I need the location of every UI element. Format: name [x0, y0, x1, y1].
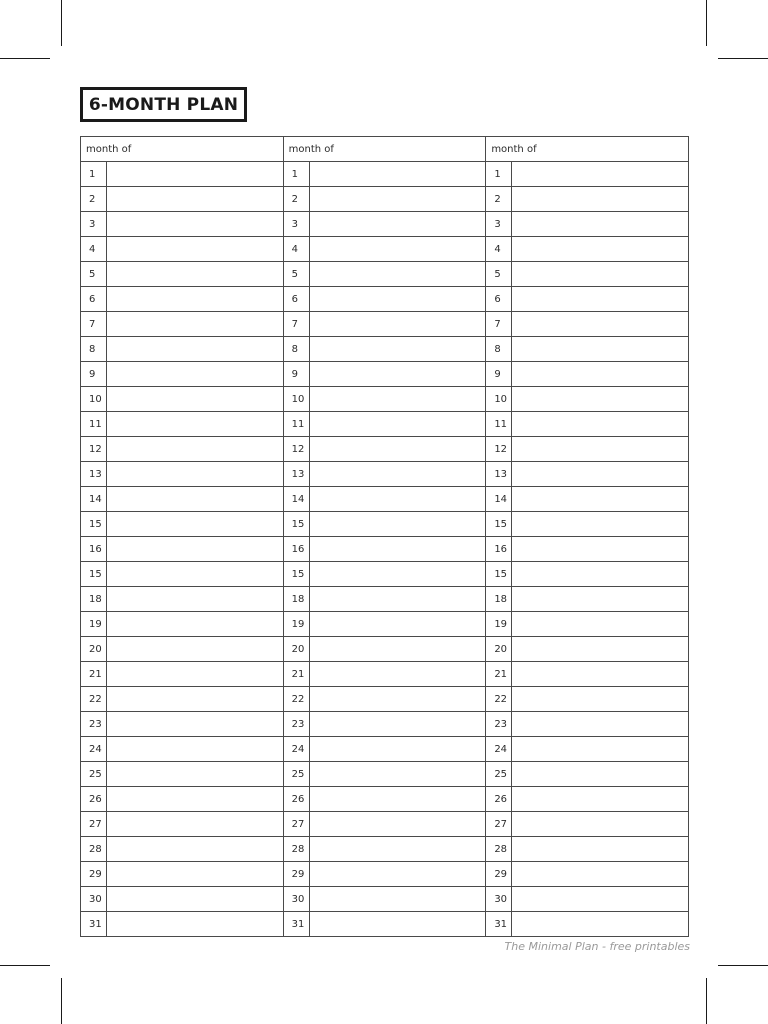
day-number: 1 — [284, 162, 310, 187]
day-number: 15 — [284, 562, 310, 587]
month-grid — [80, 136, 689, 937]
day-number: 19 — [486, 612, 512, 637]
day-number: 3 — [486, 212, 512, 237]
day-number: 10 — [284, 387, 310, 412]
day-row — [284, 487, 487, 512]
day-entry-field[interactable] — [107, 387, 284, 412]
day-number: 15 — [81, 562, 107, 587]
day-entry-field[interactable] — [107, 837, 284, 862]
day-row — [284, 412, 487, 437]
day-number: 11 — [284, 412, 310, 437]
day-row — [284, 537, 487, 562]
day-entry-field[interactable] — [107, 862, 284, 887]
day-row — [486, 912, 689, 937]
day-entry-field[interactable] — [512, 812, 689, 837]
day-entry-field[interactable] — [310, 487, 487, 512]
day-entry-field[interactable] — [310, 287, 487, 312]
day-number: 16 — [486, 537, 512, 562]
day-entry-field[interactable] — [107, 812, 284, 837]
day-entry-field[interactable] — [310, 787, 487, 812]
day-row — [81, 237, 284, 262]
day-row — [486, 387, 689, 412]
day-entry-field[interactable] — [512, 487, 689, 512]
day-entry-field[interactable] — [310, 162, 487, 187]
day-entry-field[interactable] — [512, 837, 689, 862]
day-row — [284, 912, 487, 937]
day-row — [81, 862, 284, 887]
day-row — [81, 437, 284, 462]
day-entry-field[interactable] — [310, 562, 487, 587]
day-entry-field[interactable] — [310, 587, 487, 612]
day-number: 28 — [486, 837, 512, 862]
day-number: 19 — [284, 612, 310, 637]
day-entry-field[interactable] — [512, 587, 689, 612]
day-entry-field[interactable] — [512, 562, 689, 587]
crop-mark-bottom-left-h — [0, 965, 50, 966]
day-entry-field[interactable] — [107, 662, 284, 687]
day-number: 6 — [486, 287, 512, 312]
day-entry-field[interactable] — [310, 712, 487, 737]
day-row — [486, 512, 689, 537]
day-row — [486, 237, 689, 262]
day-entry-field[interactable] — [512, 312, 689, 337]
day-row — [486, 562, 689, 587]
day-number: 5 — [486, 262, 512, 287]
day-number: 13 — [486, 462, 512, 487]
day-entry-field[interactable] — [512, 737, 689, 762]
day-row — [81, 637, 284, 662]
day-entry-field[interactable] — [107, 487, 284, 512]
day-row — [486, 337, 689, 362]
day-entry-field[interactable] — [512, 712, 689, 737]
day-number: 23 — [81, 712, 107, 737]
day-entry-field[interactable] — [310, 237, 487, 262]
day-number: 11 — [81, 412, 107, 437]
day-row — [284, 737, 487, 762]
day-number: 7 — [284, 312, 310, 337]
crop-mark-bottom-right — [706, 978, 707, 1024]
day-number: 23 — [486, 712, 512, 737]
day-number: 27 — [284, 812, 310, 837]
day-number: 2 — [284, 187, 310, 212]
day-row — [81, 537, 284, 562]
day-row — [284, 312, 487, 337]
day-number: 13 — [284, 462, 310, 487]
day-row — [284, 887, 487, 912]
month-header[interactable]: month of — [81, 137, 284, 162]
day-entry-field[interactable] — [107, 412, 284, 437]
day-entry-field[interactable] — [512, 362, 689, 387]
day-row — [81, 312, 284, 337]
day-entry-field[interactable] — [512, 237, 689, 262]
day-entry-field[interactable] — [310, 412, 487, 437]
day-entry-field[interactable] — [310, 662, 487, 687]
day-entry-field[interactable] — [107, 462, 284, 487]
day-number: 9 — [284, 362, 310, 387]
day-entry-field[interactable] — [107, 537, 284, 562]
day-row — [284, 587, 487, 612]
day-row — [486, 637, 689, 662]
day-entry-field[interactable] — [107, 612, 284, 637]
day-entry-field[interactable] — [107, 687, 284, 712]
day-row — [486, 537, 689, 562]
day-entry-field[interactable] — [512, 437, 689, 462]
day-number: 18 — [284, 587, 310, 612]
day-row — [81, 687, 284, 712]
day-row — [486, 212, 689, 237]
day-row — [81, 737, 284, 762]
day-number: 5 — [81, 262, 107, 287]
day-entry-field[interactable] — [310, 212, 487, 237]
day-number: 25 — [284, 762, 310, 787]
day-entry-field[interactable] — [310, 512, 487, 537]
day-row — [81, 462, 284, 487]
day-row — [81, 487, 284, 512]
day-number: 22 — [486, 687, 512, 712]
day-number: 18 — [81, 587, 107, 612]
day-number: 4 — [81, 237, 107, 262]
day-row — [486, 712, 689, 737]
day-row — [81, 362, 284, 387]
day-entry-field[interactable] — [512, 637, 689, 662]
day-entry-field[interactable] — [512, 662, 689, 687]
day-number: 26 — [284, 787, 310, 812]
day-entry-field[interactable] — [310, 837, 487, 862]
day-entry-field[interactable] — [107, 212, 284, 237]
day-row — [284, 337, 487, 362]
day-row — [486, 662, 689, 687]
day-number: 12 — [81, 437, 107, 462]
day-row — [81, 662, 284, 687]
day-row — [81, 587, 284, 612]
day-number: 24 — [284, 737, 310, 762]
day-row — [284, 612, 487, 637]
day-row — [81, 512, 284, 537]
day-entry-field[interactable] — [107, 237, 284, 262]
day-row — [284, 237, 487, 262]
day-row — [284, 562, 487, 587]
day-number: 30 — [486, 887, 512, 912]
crop-mark-top-left — [61, 0, 62, 46]
day-row — [81, 562, 284, 587]
day-row — [486, 687, 689, 712]
day-number: 3 — [284, 212, 310, 237]
day-row — [486, 312, 689, 337]
day-entry-field[interactable] — [107, 337, 284, 362]
crop-mark-top-left-h — [0, 58, 50, 59]
day-row — [284, 387, 487, 412]
day-number: 22 — [81, 687, 107, 712]
day-number: 27 — [81, 812, 107, 837]
day-number: 21 — [486, 662, 512, 687]
day-row — [284, 187, 487, 212]
day-row — [284, 512, 487, 537]
day-row — [486, 737, 689, 762]
day-number: 25 — [81, 762, 107, 787]
day-entry-field[interactable] — [310, 387, 487, 412]
day-number: 4 — [284, 237, 310, 262]
day-number: 26 — [486, 787, 512, 812]
day-entry-field[interactable] — [512, 512, 689, 537]
day-entry-field[interactable] — [512, 162, 689, 187]
day-number: 27 — [486, 812, 512, 837]
day-entry-field[interactable] — [310, 462, 487, 487]
month-column-1 — [81, 137, 284, 937]
day-row — [81, 212, 284, 237]
day-entry-field[interactable] — [512, 612, 689, 637]
day-row — [284, 662, 487, 687]
day-row — [284, 837, 487, 862]
crop-mark-bottom-right-h — [718, 965, 768, 966]
day-row — [284, 362, 487, 387]
day-entry-field[interactable] — [310, 612, 487, 637]
day-number: 5 — [284, 262, 310, 287]
day-number: 8 — [81, 337, 107, 362]
crop-mark-top-right-h — [718, 58, 768, 59]
day-number: 11 — [486, 412, 512, 437]
day-number: 21 — [81, 662, 107, 687]
day-entry-field[interactable] — [512, 887, 689, 912]
day-number: 25 — [486, 762, 512, 787]
day-row — [486, 462, 689, 487]
day-number: 10 — [486, 387, 512, 412]
day-number: 20 — [284, 637, 310, 662]
day-entry-field[interactable] — [512, 412, 689, 437]
day-entry-field[interactable] — [107, 787, 284, 812]
day-number: 29 — [486, 862, 512, 887]
day-number: 6 — [81, 287, 107, 312]
month-column-3 — [486, 137, 689, 937]
day-row — [284, 287, 487, 312]
day-row — [284, 712, 487, 737]
day-entry-field[interactable] — [107, 262, 284, 287]
day-number: 26 — [81, 787, 107, 812]
day-row — [486, 862, 689, 887]
day-number: 2 — [81, 187, 107, 212]
day-row — [486, 487, 689, 512]
day-row — [486, 187, 689, 212]
day-number: 30 — [284, 887, 310, 912]
day-number: 28 — [81, 837, 107, 862]
day-row — [486, 787, 689, 812]
day-entry-field[interactable] — [310, 187, 487, 212]
day-row — [284, 262, 487, 287]
day-number: 16 — [284, 537, 310, 562]
day-number: 4 — [486, 237, 512, 262]
day-number: 1 — [486, 162, 512, 187]
month-header[interactable]: month of — [284, 137, 487, 162]
day-row — [486, 612, 689, 637]
day-entry-field[interactable] — [512, 212, 689, 237]
day-number: 31 — [486, 912, 512, 937]
day-number: 12 — [486, 437, 512, 462]
day-entry-field[interactable] — [107, 187, 284, 212]
day-row — [486, 762, 689, 787]
day-entry-field[interactable] — [310, 812, 487, 837]
day-entry-field[interactable] — [107, 562, 284, 587]
day-entry-field[interactable] — [512, 462, 689, 487]
day-entry-field[interactable] — [107, 637, 284, 662]
month-header[interactable]: month of — [486, 137, 689, 162]
day-entry-field[interactable] — [107, 762, 284, 787]
day-number: 3 — [81, 212, 107, 237]
day-entry-field[interactable] — [512, 687, 689, 712]
day-entry-field[interactable] — [107, 162, 284, 187]
day-number: 20 — [81, 637, 107, 662]
day-row — [486, 262, 689, 287]
day-row — [486, 437, 689, 462]
day-row — [81, 887, 284, 912]
day-entry-field[interactable] — [310, 912, 487, 937]
day-entry-field[interactable] — [512, 287, 689, 312]
day-entry-field[interactable] — [310, 637, 487, 662]
day-number: 28 — [284, 837, 310, 862]
day-number: 15 — [486, 512, 512, 537]
day-number: 19 — [81, 612, 107, 637]
day-entry-field[interactable] — [512, 762, 689, 787]
day-entry-field[interactable] — [107, 312, 284, 337]
day-row — [284, 637, 487, 662]
day-entry-field[interactable] — [512, 787, 689, 812]
day-number: 29 — [284, 862, 310, 887]
day-row — [284, 812, 487, 837]
crop-mark-bottom-left — [61, 978, 62, 1024]
month-column-2 — [284, 137, 487, 937]
day-row — [486, 812, 689, 837]
day-number: 8 — [486, 337, 512, 362]
day-entry-field[interactable] — [310, 737, 487, 762]
day-entry-field[interactable] — [512, 187, 689, 212]
day-row — [284, 437, 487, 462]
day-entry-field[interactable] — [512, 862, 689, 887]
day-number: 9 — [486, 362, 512, 387]
day-number: 14 — [486, 487, 512, 512]
day-row — [284, 862, 487, 887]
day-row — [81, 712, 284, 737]
day-entry-field[interactable] — [107, 712, 284, 737]
day-number: 20 — [486, 637, 512, 662]
day-entry-field[interactable] — [310, 862, 487, 887]
day-row — [81, 162, 284, 187]
day-entry-field[interactable] — [107, 737, 284, 762]
day-number: 16 — [81, 537, 107, 562]
day-row — [284, 462, 487, 487]
day-entry-field[interactable] — [107, 887, 284, 912]
day-number: 10 — [81, 387, 107, 412]
day-entry-field[interactable] — [310, 537, 487, 562]
footer-credit: The Minimal Plan - free printables — [504, 940, 690, 953]
day-number: 7 — [81, 312, 107, 337]
day-entry-field[interactable] — [107, 362, 284, 387]
day-number: 23 — [284, 712, 310, 737]
day-row — [284, 687, 487, 712]
day-number: 7 — [486, 312, 512, 337]
day-entry-field[interactable] — [310, 312, 487, 337]
day-row — [284, 212, 487, 237]
day-number: 8 — [284, 337, 310, 362]
day-row — [486, 362, 689, 387]
day-entry-field[interactable] — [107, 512, 284, 537]
day-entry-field[interactable] — [107, 437, 284, 462]
day-row — [81, 762, 284, 787]
day-entry-field[interactable] — [310, 437, 487, 462]
day-row — [284, 787, 487, 812]
day-number: 21 — [284, 662, 310, 687]
page-title: 6-MONTH PLAN — [88, 94, 239, 115]
day-entry-field[interactable] — [512, 262, 689, 287]
day-row — [81, 612, 284, 637]
day-number: 2 — [486, 187, 512, 212]
day-number: 13 — [81, 462, 107, 487]
day-number: 30 — [81, 887, 107, 912]
day-entry-field[interactable] — [310, 337, 487, 362]
day-row — [284, 162, 487, 187]
day-number: 15 — [284, 512, 310, 537]
day-number: 15 — [81, 512, 107, 537]
day-entry-field[interactable] — [310, 262, 487, 287]
day-entry-field[interactable] — [107, 587, 284, 612]
day-row — [81, 387, 284, 412]
day-row — [486, 837, 689, 862]
day-row — [81, 412, 284, 437]
day-row — [81, 262, 284, 287]
day-number: 29 — [81, 862, 107, 887]
day-number: 14 — [81, 487, 107, 512]
day-number: 24 — [486, 737, 512, 762]
day-row — [81, 812, 284, 837]
day-row — [284, 762, 487, 787]
day-row — [81, 337, 284, 362]
day-entry-field[interactable] — [107, 287, 284, 312]
day-entry-field[interactable] — [310, 687, 487, 712]
day-entry-field[interactable] — [310, 762, 487, 787]
day-entry-field[interactable] — [310, 887, 487, 912]
day-entry-field[interactable] — [512, 912, 689, 937]
day-entry-field[interactable] — [107, 912, 284, 937]
day-number: 18 — [486, 587, 512, 612]
day-entry-field[interactable] — [310, 362, 487, 387]
day-number: 22 — [284, 687, 310, 712]
day-number: 1 — [81, 162, 107, 187]
day-entry-field[interactable] — [512, 337, 689, 362]
day-row — [486, 287, 689, 312]
day-entry-field[interactable] — [512, 537, 689, 562]
day-number: 15 — [486, 562, 512, 587]
day-number: 6 — [284, 287, 310, 312]
day-number: 9 — [81, 362, 107, 387]
day-row — [486, 887, 689, 912]
day-row — [486, 412, 689, 437]
crop-mark-top-right — [706, 0, 707, 46]
day-number: 12 — [284, 437, 310, 462]
day-row — [81, 912, 284, 937]
page-title-box — [80, 87, 247, 122]
day-entry-field[interactable] — [512, 387, 689, 412]
day-row — [486, 587, 689, 612]
day-number: 14 — [284, 487, 310, 512]
day-number: 31 — [284, 912, 310, 937]
day-number: 31 — [81, 912, 107, 937]
day-number: 24 — [81, 737, 107, 762]
day-row — [81, 287, 284, 312]
day-row — [81, 837, 284, 862]
day-row — [81, 787, 284, 812]
day-row — [486, 162, 689, 187]
day-row — [81, 187, 284, 212]
